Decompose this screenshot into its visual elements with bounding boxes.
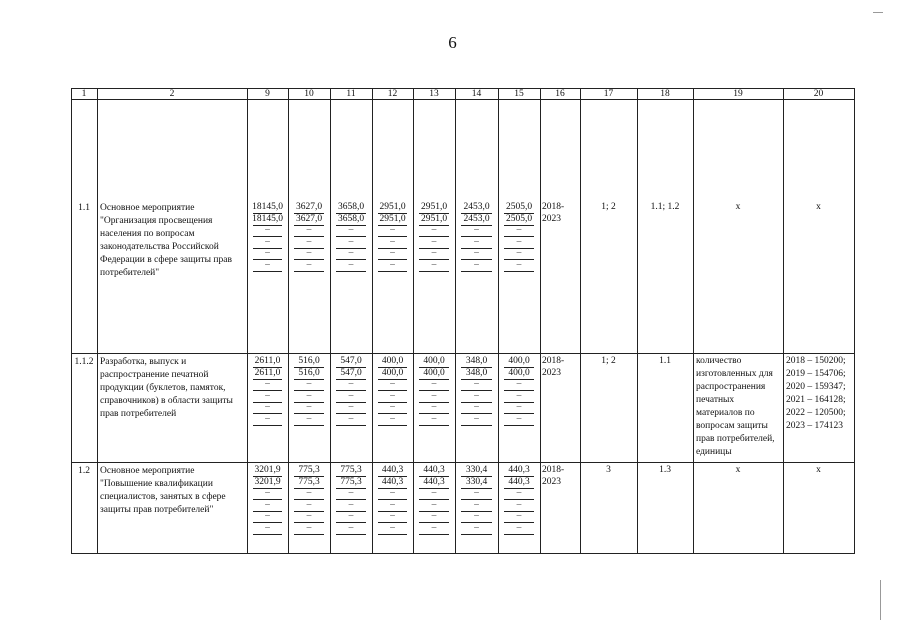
empty-value-dash: – — [306, 390, 312, 401]
sub-row-line — [378, 425, 407, 426]
empty-value-dash: – — [306, 236, 312, 247]
empty-value-dash: – — [474, 522, 479, 533]
budget-value: 3658,0 — [337, 213, 365, 224]
empty-value-dash: – — [431, 402, 437, 412]
budget-value: 348,0 — [465, 367, 488, 378]
empty-value-dash: – — [474, 236, 479, 247]
empty-value-dash: – — [265, 488, 270, 498]
column-border — [540, 88, 541, 553]
col19-value: количество изготовленных для распространения печатных материалов по вопросам защиты прав потребителей, единицы — [696, 356, 775, 457]
budget-value: 400,0 — [381, 356, 404, 366]
budget-value: 330,4 — [465, 465, 488, 475]
budget-value: 547,0 — [340, 367, 362, 378]
empty-value-dash: – — [431, 236, 437, 247]
budget-value: 400,0 — [423, 367, 445, 378]
budget-value: 3627,0 — [295, 202, 323, 212]
column-border — [372, 88, 373, 553]
empty-value-dash: – — [431, 488, 437, 498]
scan-mark — [880, 580, 881, 620]
period-start: 2018- — [542, 356, 565, 366]
row-description: Разработка, выпуск и распространение печатной продукции (буклетов, памяток, справочников) в области защиты прав потребителей — [100, 357, 233, 419]
empty-value-dash: – — [306, 248, 312, 258]
empty-value-dash: – — [516, 511, 522, 521]
empty-value-dash: – — [306, 379, 312, 389]
column-header: 2 — [169, 89, 175, 99]
budget-value: 3201,9 — [254, 465, 281, 475]
budget-value: 440,3 — [423, 465, 445, 475]
empty-value-dash: – — [265, 259, 270, 270]
empty-value-dash: – — [431, 259, 437, 270]
budget-value: 400,0 — [508, 367, 530, 378]
budget-value: 3658,0 — [337, 202, 365, 212]
budget-value: 2611,0 — [254, 367, 281, 378]
column-border — [498, 88, 499, 553]
empty-value-dash: – — [265, 499, 270, 510]
col18-value: 1.1 — [659, 356, 671, 366]
empty-value-dash: – — [390, 248, 395, 258]
empty-value-dash: – — [390, 379, 395, 389]
column-header: 19 — [733, 89, 743, 99]
column-header: 12 — [387, 89, 398, 99]
budget-value: 18145,0 — [252, 213, 283, 224]
period-end: 2023 — [542, 477, 561, 487]
column-border — [97, 88, 98, 553]
budget-value: 2505,0 — [505, 202, 533, 212]
column-border — [455, 88, 456, 553]
column-header: 14 — [471, 89, 482, 99]
sub-row-line — [253, 425, 282, 426]
empty-value-dash: – — [390, 413, 395, 424]
empty-value-dash: – — [306, 488, 312, 498]
sub-row-line — [336, 534, 366, 535]
budget-value: 2611,0 — [254, 356, 281, 366]
col18-value: 1.3 — [659, 465, 671, 475]
sub-row-line — [461, 425, 492, 426]
empty-value-dash: – — [348, 379, 354, 389]
budget-value: 2453,0 — [463, 213, 490, 224]
empty-value-dash: – — [265, 248, 270, 258]
sub-row-line — [419, 271, 449, 272]
empty-value-dash: – — [265, 236, 270, 247]
column-border — [288, 88, 289, 553]
empty-value-dash: – — [474, 259, 479, 270]
column-header: 17 — [603, 89, 614, 99]
empty-value-dash: – — [265, 511, 270, 521]
col20-value: 2019 – 154706; — [786, 369, 846, 379]
empty-value-dash: – — [390, 511, 395, 521]
budget-value: 440,3 — [381, 476, 404, 487]
budget-value: 2951,0 — [379, 213, 406, 224]
budget-value: 440,3 — [508, 465, 530, 475]
empty-value-dash: – — [306, 511, 312, 521]
row-description: Основное мероприятие "Повышение квалификации специалистов, занятых в сфере защиты прав потребителей" — [100, 466, 226, 515]
column-header: 20 — [813, 89, 824, 99]
budget-value: 440,3 — [508, 476, 530, 487]
empty-value-dash: – — [431, 248, 437, 258]
period-end: 2023 — [542, 214, 561, 224]
column-border — [783, 88, 784, 553]
budget-value: 775,3 — [298, 465, 320, 475]
budget-value: 330,4 — [465, 476, 488, 487]
column-header: 10 — [304, 89, 314, 99]
empty-value-dash: – — [390, 236, 395, 247]
empty-value-dash: – — [265, 379, 270, 389]
column-header: 11 — [346, 89, 356, 99]
sub-row-line — [336, 271, 366, 272]
sub-row-line — [461, 534, 492, 535]
budget-value: 3627,0 — [295, 213, 323, 224]
sub-row-line — [294, 534, 324, 535]
column-header: 16 — [555, 89, 565, 99]
empty-value-dash: – — [474, 511, 479, 521]
empty-value-dash: – — [431, 225, 437, 235]
col20-value: 2023 – 174123 — [786, 421, 843, 431]
empty-value-dash: – — [348, 499, 354, 510]
sub-row-line — [294, 271, 324, 272]
empty-value-dash: – — [516, 488, 522, 498]
budget-value: 516,0 — [298, 367, 320, 378]
period-start: 2018- — [542, 465, 565, 475]
empty-value-dash: – — [516, 390, 522, 401]
budget-value: 516,0 — [298, 356, 320, 366]
empty-value-dash: – — [348, 248, 354, 258]
empty-value-dash: – — [516, 402, 522, 412]
sub-row-line — [504, 271, 534, 272]
empty-value-dash: – — [306, 259, 312, 270]
empty-value-dash: – — [474, 413, 479, 424]
budget-value: 775,3 — [340, 465, 362, 475]
empty-value-dash: – — [265, 225, 270, 235]
empty-value-dash: – — [431, 379, 437, 389]
empty-value-dash: – — [265, 402, 270, 412]
empty-value-dash: – — [348, 488, 354, 498]
sub-row-line — [336, 425, 366, 426]
empty-value-dash: – — [516, 259, 522, 270]
col20-value: 2022 – 120500; — [786, 408, 846, 418]
col17-value: 1; 2 — [601, 202, 616, 212]
row-separator — [71, 462, 855, 463]
budget-value: 547,0 — [340, 356, 362, 366]
sub-row-line — [419, 534, 449, 535]
header-bottom-border — [71, 99, 855, 100]
col20-value: 2020 – 159347; — [786, 382, 846, 392]
column-border — [413, 88, 414, 553]
empty-value-dash: – — [516, 248, 522, 258]
empty-value-dash: – — [348, 511, 354, 521]
empty-value-dash: – — [516, 225, 522, 235]
column-header: 13 — [429, 89, 439, 99]
budget-value: 400,0 — [423, 356, 445, 366]
row-description: Основное мероприятие "Организация просвещения населения по вопросам законодательства Российской Федерации в сфере защиты прав потребителей" — [100, 203, 232, 278]
budget-value: 400,0 — [381, 367, 404, 378]
sub-row-line — [419, 425, 449, 426]
column-border — [330, 88, 331, 553]
empty-value-dash: – — [516, 236, 522, 247]
sub-row-line — [461, 271, 492, 272]
column-header: 1 — [81, 89, 87, 99]
empty-value-dash: – — [348, 390, 354, 401]
empty-value-dash: – — [474, 488, 479, 498]
sub-row-line — [504, 425, 534, 426]
empty-value-dash: – — [348, 402, 354, 412]
column-border — [854, 88, 855, 553]
empty-value-dash: – — [431, 499, 437, 510]
column-border — [247, 88, 248, 553]
col20-value: 2021 – 164128; — [786, 395, 846, 405]
budget-value: 440,3 — [423, 476, 445, 487]
sub-row-line — [253, 534, 282, 535]
row-code: 1.1 — [78, 203, 90, 213]
col19-value: х — [735, 202, 741, 212]
empty-value-dash: – — [265, 522, 270, 533]
row-separator — [71, 353, 855, 354]
empty-value-dash: – — [474, 390, 479, 401]
col17-value: 1; 2 — [601, 356, 616, 366]
empty-value-dash: – — [474, 225, 479, 235]
empty-value-dash: – — [306, 225, 312, 235]
sub-row-line — [378, 534, 407, 535]
empty-value-dash: – — [306, 413, 312, 424]
empty-value-dash: – — [390, 402, 395, 412]
empty-value-dash: – — [390, 499, 395, 510]
empty-value-dash: – — [390, 259, 395, 270]
empty-value-dash: – — [474, 379, 479, 389]
budget-value: 348,0 — [465, 356, 488, 366]
empty-value-dash: – — [348, 225, 354, 235]
empty-value-dash: – — [348, 413, 354, 424]
empty-value-dash: – — [390, 488, 395, 498]
column-border — [71, 88, 72, 553]
empty-value-dash: – — [348, 259, 354, 270]
col17-value: 3 — [606, 465, 611, 475]
empty-value-dash: – — [348, 522, 354, 533]
empty-value-dash: – — [474, 248, 479, 258]
col19-value: х — [735, 465, 741, 475]
budget-value: 2505,0 — [505, 213, 533, 224]
budget-value: 775,3 — [340, 476, 362, 487]
budget-value: 400,0 — [508, 356, 530, 366]
budget-value: 2453,0 — [463, 202, 490, 212]
budget-value: 3201,9 — [254, 476, 281, 487]
empty-value-dash: – — [516, 379, 522, 389]
data-table — [71, 88, 854, 553]
sub-row-line — [378, 271, 407, 272]
col20-value: х — [816, 202, 821, 212]
empty-value-dash: – — [306, 402, 312, 412]
sub-row-line — [294, 425, 324, 426]
column-border — [693, 88, 694, 553]
budget-value: 18145,0 — [252, 202, 283, 212]
empty-value-dash: – — [516, 413, 522, 424]
row-code: 1.1.2 — [74, 357, 94, 367]
budget-value: 2951,0 — [420, 202, 448, 212]
col20-value: 2018 – 150200; — [786, 356, 846, 366]
empty-value-dash: – — [390, 225, 395, 235]
scan-mark — [873, 12, 883, 13]
column-header: 9 — [265, 89, 270, 99]
period-end: 2023 — [542, 368, 561, 378]
budget-value: 2951,0 — [420, 213, 448, 224]
budget-value: 440,3 — [381, 465, 404, 475]
period-start: 2018- — [542, 202, 565, 212]
empty-value-dash: – — [516, 522, 522, 533]
page-number: 6 — [448, 33, 457, 52]
empty-value-dash: – — [306, 499, 312, 510]
row-code: 1.2 — [78, 466, 90, 476]
empty-value-dash: – — [390, 390, 395, 401]
empty-value-dash: – — [306, 522, 312, 533]
empty-value-dash: – — [265, 390, 270, 401]
empty-value-dash: – — [265, 413, 270, 424]
empty-value-dash: – — [516, 499, 522, 510]
empty-value-dash: – — [431, 511, 437, 521]
empty-value-dash: – — [390, 522, 395, 533]
empty-value-dash: – — [431, 522, 437, 533]
empty-value-dash: – — [431, 413, 437, 424]
column-header: 18 — [660, 89, 670, 99]
column-border — [637, 88, 638, 553]
sub-row-line — [253, 271, 282, 272]
empty-value-dash: – — [348, 236, 354, 247]
column-header: 15 — [514, 89, 524, 99]
budget-value: 2951,0 — [379, 202, 406, 212]
empty-value-dash: – — [431, 390, 437, 401]
empty-value-dash: – — [474, 499, 479, 510]
column-border — [580, 88, 581, 553]
empty-value-dash: – — [474, 402, 479, 412]
col18-value: 1.1; 1.2 — [650, 202, 680, 212]
sub-row-line — [504, 534, 534, 535]
table-bottom-border — [71, 553, 855, 554]
col20-value: х — [816, 465, 821, 475]
budget-value: 775,3 — [298, 476, 320, 487]
